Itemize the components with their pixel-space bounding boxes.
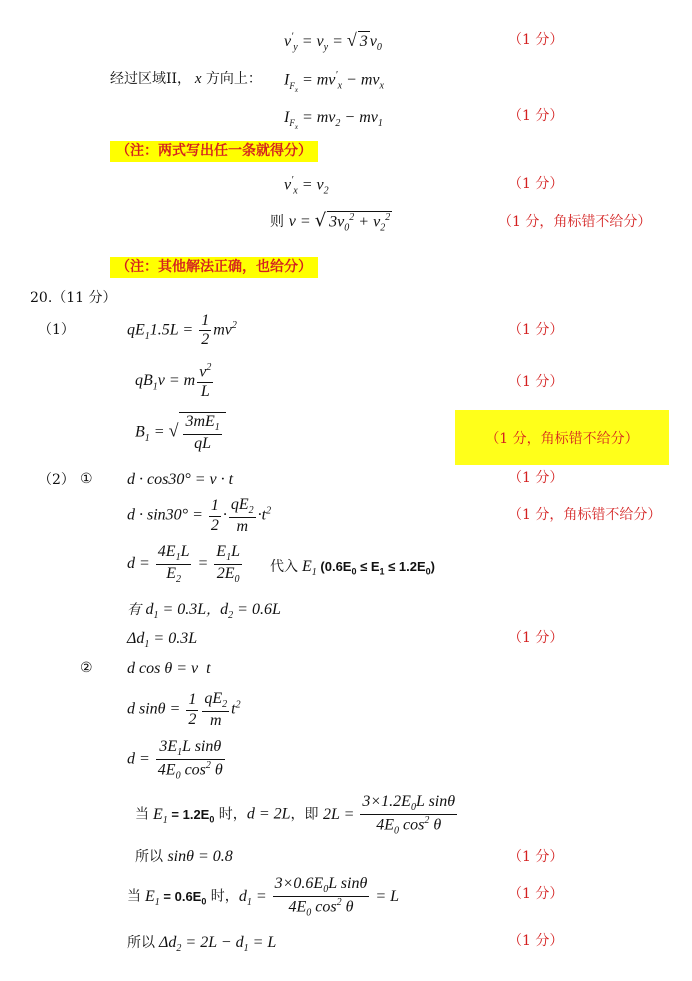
eq-case-e1-1p2: 当 $E_1 = 1.2E_0$ 时，d = 2L，即 2L = $\frac{3\times 1.2E_0L \sin\theta}{4E_0 \cos^2 \theta}$ xyxy=(135,793,456,837)
question-20-heading: 20.（11 分） xyxy=(30,290,117,306)
eq-d-cos-theta: d cos θ = v t xyxy=(127,660,211,677)
part-2-label: （2） xyxy=(38,472,75,488)
eq-d-ratio: d = $\frac{4E_1L}{E_2}$ = $\frac{E_1L}{2E_0}$ xyxy=(127,543,240,585)
eq-lorentz: $qB_1v = m$ $\frac{v^2}{L}$ xyxy=(135,362,212,400)
eq-d-sin-theta: d sinθ = $\frac{1}{2}$ $\frac{qE_2}{m}$ $t^2$ xyxy=(127,690,241,729)
eq-b1: $B_1$ = √ $\frac{3mE_1}{qL}$ xyxy=(135,412,226,453)
score-4: （1 分，角标错不给分） xyxy=(498,214,652,230)
highlight-box-score xyxy=(455,410,669,465)
note-either-formula: （注：两式写出任一条就得分） xyxy=(110,141,318,162)
eq-vx-prime: $v'_x = v_2$ xyxy=(284,175,329,197)
eq-sin-theta-result: 所以 sinθ = 0.8 xyxy=(135,848,233,865)
score-13: （1 分） xyxy=(508,933,564,949)
score-5: （1 分） xyxy=(508,322,564,338)
eq-energy: $qE_11.5L$ = $\frac{1}{2}$ $mv^2$ xyxy=(127,312,237,349)
score-2: （1 分） xyxy=(508,108,564,124)
score-3: （1 分） xyxy=(508,176,564,192)
eq-delta-d2: 所以 $\Delta d_2 = 2L - d_1 = L$ xyxy=(127,934,277,955)
score-6: （1 分） xyxy=(508,374,564,390)
eq-d-general: d = $\frac{3E_1L \sin\theta}{4E_0 \cos^2 \theta}$ xyxy=(127,738,223,782)
score-10: （1 分） xyxy=(508,630,564,646)
region-ii-label: 经过区域II， x 方向上： xyxy=(110,71,262,87)
score-9: （1 分，角标错不给分） xyxy=(508,507,662,523)
eq-v-final: 则 v = √ $3v_0^2 + v_2^2$ xyxy=(270,210,391,234)
eq-d-sin30: d · sin30° = $\frac{1}{2}$ · $\frac{qE_2}{m}$ $\cdot t^2$ xyxy=(127,496,272,535)
score-12: （1 分） xyxy=(508,886,564,902)
eq-vy-prime: $v'_y = v_y$ = √ 3 $v_0$ xyxy=(284,30,382,54)
eq-impulse-specific: $I_{F_x} = mv_2 - mv_1$ xyxy=(284,109,383,131)
eq-d-cos30: d · cos30° = v · t xyxy=(127,471,234,488)
score-7: （1 分，角标错不给分） xyxy=(485,430,639,447)
score-8: （1 分） xyxy=(508,470,564,486)
eq-delta-d1: $\Delta d_1 = 0.3L$ xyxy=(127,630,198,651)
case-2-marker: ② xyxy=(80,660,93,676)
eq-impulse-general: $I_{F_x} = mv'_x - mv_x$ xyxy=(284,70,384,94)
substitution-note: 代入 $E_1$ $(0.6E_0 \le E_1 \le 1.2E_0)$ xyxy=(270,558,435,579)
note-other-methods: （注：其他解法正确，也给分） xyxy=(110,257,318,278)
score-11: （1 分） xyxy=(508,849,564,865)
eq-case-e1-0p6: 当 $E_1 = 0.6E_0$ 时，$d_1$ = $\frac{3\times 0.6E_0L \sin\theta}{4E_0 \cos^2 \theta}$ = L xyxy=(127,875,400,919)
case-1-marker: ① xyxy=(80,471,93,487)
part-1-label: （1） xyxy=(38,322,75,338)
eq-d1-d2: 有 $d_1 = 0.3L$，$d_2 = 0.6L$ xyxy=(127,601,281,622)
score-1: （1 分） xyxy=(508,32,564,48)
